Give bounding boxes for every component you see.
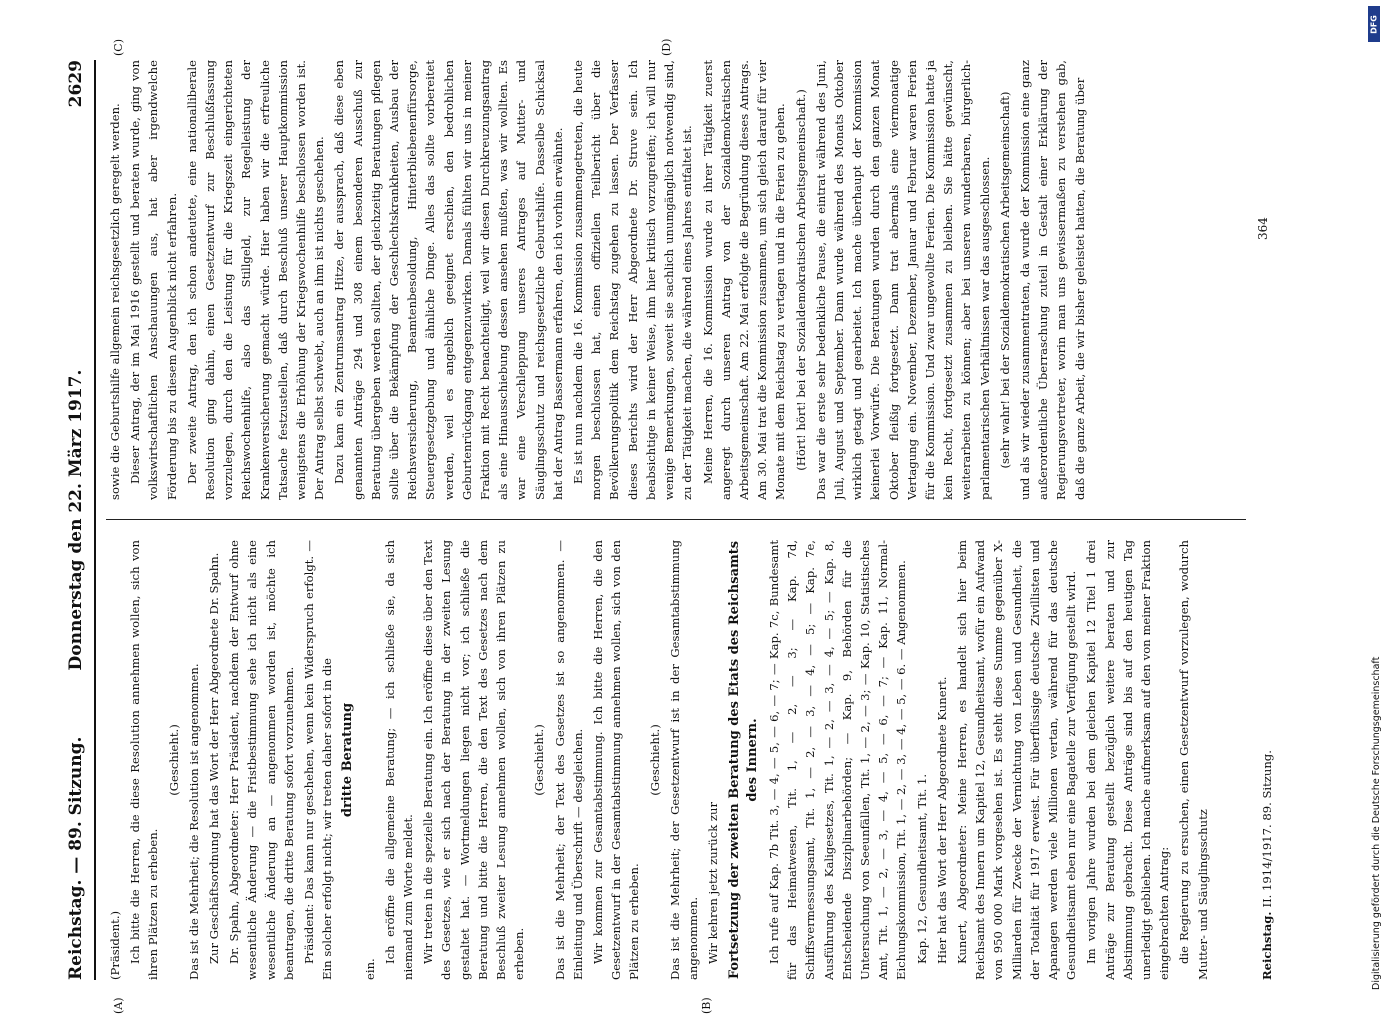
- margin-marker-a: (A): [112, 997, 125, 1014]
- right-column-paragraph: Es ist nun nachdem die 16. Kommission zusammengetreten, die heute morgen beschlossen hat, einen offiziellen Teilbericht über die Bevölkerungspolitik dem Reichstag zugehen zu lassen. Der Verfasser dieses Berichts wird der Herr Abgeordnete Dr. Struve sein. Ich beabsichtige in keiner Weise, ihm hier kritisch vorzugreifen; ich will nur wenige Bemerkungen, soweit sie sachlich unumgänglich notwendig sind, zu der Tätigkeit machen, die während eines Jahres entfaltet ist.: [571, 60, 695, 500]
- margin-marker-d: (D): [660, 38, 673, 56]
- left-column: [106, 540, 1276, 980]
- left-column-paragraph: ein.: [362, 958, 377, 980]
- left-column-paragraph: Kap. 12, Gesundheitsamt, Tit. 1.: [914, 773, 929, 964]
- left-column-paragraph: Im vorigen Jahre wurden bei dem gleichen Kapitel 12 Titel 1 drei Anträge zur Beratung gestellt bezüglich weitere beraten und zur Abstimmung gebracht. Diese Anträge sind bis auf den heutigen Tag unerledigt geblieben. Ich mache aufmerksam auf den von meiner Fraktion eingebrachten Antrag:: [1084, 540, 1172, 980]
- margin-marker-b: (B): [700, 997, 713, 1014]
- left-column-paragraph: die Regierung zu ersuchen, einen Gesetzentwurf vorzulegen, wodurch Mutter- und Säuglingsschutz: [1177, 540, 1210, 980]
- header-date: Donnerstag den 22. März 1917.: [66, 369, 86, 671]
- left-column-paragraph: Wir kehren jetzt zurück zur: [706, 801, 721, 964]
- left-column-paragraph: Zur Geschäftsordnung hat das Wort der Herr Abgeordnete Dr. Spahn.: [207, 552, 222, 964]
- header-page-number: 2629: [66, 60, 86, 108]
- left-column-paragraph: Kunert, Abgeordneter: Meine Herren, es handelt sich hier beim Reichsamt des Innern um Kapitel 12, Gesundheitsamt, wofür ein Aufwand von 950 000 Mark vorgesehen ist. Es steht diese Summe gegenüber X-Milliarden für Zwecke der Vernichtung von Leben und Gesundheit, die der Totalität für 1917 erweist. Für überflüssige deutsche Zivillisten und Apanagen werden viele Millionen vertan, während für das deutsche Gesundheitsamt eben nur eine Bagatelle zur Verfügung gestellt wird.: [954, 540, 1079, 980]
- left-column-paragraph: Das ist die Mehrheit; die Resolution ist angenommen.: [186, 663, 201, 980]
- scanned-page: [60, 38, 1300, 1014]
- right-column-paragraph: sowie die Geburtshilfe allgemein reichsgesetzlich geregelt werden.: [108, 103, 122, 500]
- footer-left: [1260, 750, 1274, 980]
- right-column-paragraph: Dieser Antrag, der im Mai 1916 gestellt und beraten wurde, ging von volkswirtschaftlichen Anschauungen aus, hat aber irgendwelche Förderung bis zu diesem Augenblick nicht erfahren.: [128, 60, 179, 500]
- right-column: [106, 60, 1276, 500]
- left-column-paragraph: Ich eröffne die allgemeine Beratung; — ich schließe sie, da sich niemand zum Worte meldet.: [382, 540, 416, 980]
- dfg-logo-icon: [1368, 6, 1380, 42]
- left-column-paragraph: Das ist die Mehrheit; der Gesetzentwurf ist in der Gesamtabstimmung angenommen.: [667, 540, 701, 980]
- left-column-paragraph: (Präsident.): [108, 910, 122, 980]
- footer-rest: II. 1914/1917. 89. Sitzung.: [1260, 750, 1274, 908]
- left-column-paragraph: Hier hat das Wort der Herr Abgeordnete Kunert.: [934, 676, 949, 964]
- footer-signature: 364: [1256, 217, 1270, 240]
- footer-bold: Reichstag.: [1260, 911, 1274, 980]
- left-column-paragraph: Wir kommen zur Gesamtabstimmung. Ich bitte die Herren, die den Gesetzentwurf in der Gesamtabstimmung annehmen wollen, sich von den Plätzen zu erheben.: [591, 540, 642, 980]
- right-column-paragraph: und als wir wieder zusammentraten, da wurde der Kommission eine ganz außerordentliche Überraschung zuteil in Gestalt einer Erklärung der Regierungsvertreter, worin man uns gewissermaßen zu verstehen gab, daß die ganze Arbeit, die wir bisher geleistet hatten, die Beratung über: [1017, 60, 1087, 500]
- left-column-paragraph: (Geschieht.): [166, 724, 181, 796]
- right-column-paragraph: Dazu kam ein Zentrumsantrag Hitze, der aussprach, daß diese eben genannten Anträge 294 und 308 einem besonderen Ausschuß zur Beratung übergeben werden sollten, der gleichzeitig Beratungen pflegen sollte über die Bekämpfung der Geschlechtskrankheiten, Ausbau der Reichsversicherung, Beamtenbesoldung, Hinterbliebenenfürsorge, Steuergesetzgebung und ähnliche Dinge. Alles das sollte vorbereitet werden, weil es angeblich geeignet erschien, den bedrohlichen Geburtenrückgang entgegenzuwirken. Damals fühlten wir uns in meiner Fraktion mit Recht benachteiligt, weil wir diesen Durchkreuzungsantrag als eine Hinausschiebung dessen ansehen mußten, was wir wollten. Es war eine Verschleppung unseres Antrages auf Mutter- und Säuglingsschutz und reichsgesetzliche Geburtshilfe. Dasselbe Schicksal hat der Antrag Bassermann erfahren, den ich vorhin erwähnte.: [332, 60, 565, 500]
- running-header: [60, 60, 96, 980]
- left-column-paragraph: Ich rufe auf Kap. 7b Tit. 3, — 4, — 5, — 6, — 7; — Kap. 7c, Bundesamt für das Heimatwesen, Tit. 1, — 2, — 3; — Kap. 7d, Schiffsvermessungsamt, Tit. 1, — 2, — 3, — 4, — 5; — Kap. 7e, Ausführung des Kaligesetzes, Tit. 1, — 2, — 3, — 4, — 5; — Kap. 8, Entscheidende Disziplinarbehörden; — Kap. 9, Behörden für die Untersuchung von Seeunfällen, Tit. 1, — 2, — 3; — Kap. 10, Statistisches Amt, Tit. 1, — 2, — 3, — 4, — 5, — 6, — 7; — Kap. 11, Normal-Eichungskommission, Tit. 1, — 2, — 3, — 4, — 5, — 6. — Angenommen.: [766, 540, 909, 980]
- right-column-paragraph: Meine Herren, die 16. Kommission wurde zu ihrer Tätigkeit zuerst angeregt durch unseren Antrag von der Sozialdemokratischen Arbeitsgemeinschaft. Am 22. Mai erfolgte die Begründung dieses Antrags. Am 30. Mai trat die Kommission zusammen, um sich gleich darauf für vier Monate mit dem Reichstag zu vertagen und in die Ferien zu gehen.: [700, 60, 788, 500]
- right-column-paragraph: Der zweite Antrag, den ich schon andeutete, eine nationalliberale Resolution ging dahin, einen Gesetzentwurf zur Beschlußfassung vorzulegen, durch den die Leistung für die Kriegszeit eingerichteten Reichswochenhilfe, also das Stillgeld, zur Regelleistung der Krankenversicherung gemacht würde. Hier haben wir die erfreuliche Tatsache festzustellen, daß durch Beschluß unserer Hauptkommission wenigstens die Erhöhung der Kriegswochenhilfe beschlossen worden ist. Der Antrag selbst schwebt, auch an ihm ist nichts geschehen.: [184, 60, 327, 500]
- dfg-logo-text: DFG: [1369, 15, 1379, 34]
- left-column-paragraph: Das ist die Mehrheit; der Text des Gesetzes ist so angenommen. — Einleitung und Überschrift — desgleichen.: [552, 540, 585, 980]
- left-column-paragraph: dritte Beratung: [340, 702, 356, 818]
- left-column-paragraph: Fortsetzung der zweiten Beratung des Etats des Reichsamts des Innern.: [726, 540, 760, 980]
- margin-marker-c: (C): [112, 39, 125, 56]
- column-divider: [106, 519, 1246, 520]
- digitization-note: Digitalisierung gefördert durch die Deutsche Forschungsgemeinschaft: [1371, 656, 1382, 990]
- left-column-paragraph: Präsident: Das kann nur geschehen, wenn kein Widerspruch erfolgt. — Ein solcher erfolgt nicht; wir treten daher sofort in die: [302, 540, 335, 980]
- left-column-paragraph: (Geschieht.): [647, 724, 662, 796]
- header-session: Reichstag. — 89. Sitzung.: [66, 736, 86, 980]
- left-column-paragraph: (Geschieht.): [532, 724, 547, 796]
- left-column-paragraph: Wir treten in die spezielle Beratung ein. Ich eröffne diese über den Text des Gesetzes, wie er sich nach der Beratung in der zweiten Lesung gestaltet hat. — Wortmeldungen liegen nicht vor; ich schließe die Beratung und bitte die Herren, die den Text des Gesetzes nach dem Beschluß zweiter Lesung annehmen wollen, sich von ihren Plätzen zu erheben.: [421, 540, 527, 980]
- left-column-paragraph: Ich bitte die Herren, die diese Resolution annehmen wollen, sich von ihren Plätzen zu erheben.: [128, 540, 161, 980]
- left-column-paragraph: Dr. Spahn, Abgeordneter: Herr Präsident, nachdem der Entwurf ohne wesentliche Änderung — die Fristbestimmung sehe ich nicht als eine wesentliche Änderung an — angenommen worden ist, möchte ich beantragen, die dritte Beratung sofort vorzunehmen.: [227, 540, 296, 980]
- right-column-paragraph: Das war die erste sehr bedenkliche Pause, die eintrat während des Juni, Juli, August und September. Dann wurde während des Monats Oktober wirklich getagt und gearbeitet. Ich mache überhaupt der Kommission keinerlei Vorwürfe. Die Beratungen wurden durch den ganzen Monat Oktober fleißig fortgesetzt. Dann trat abermals eine viermonatige Vertagung ein. November, Dezember, Januar und Februar waren Ferien für die Kommission. Und zwar ungewollte Ferien. Die Kommission hatte ja kein Recht, fortgesetzt zusammen zu bleiben. Sie hätte gewünscht, weiterarbeiten zu können; aber bei unseren wunderbaren, bürgerlich-parlamentarischen Verhältnissen war das ausgeschlossen.: [813, 60, 992, 500]
- right-column-paragraph: (Hört! hört! bei der Sozialdemokratischen Arbeitsgemeinschaft.): [793, 89, 808, 471]
- right-column-paragraph: (sehr wahr! bei der Sozialdemokratischen Arbeitsgemeinschaft): [997, 91, 1012, 469]
